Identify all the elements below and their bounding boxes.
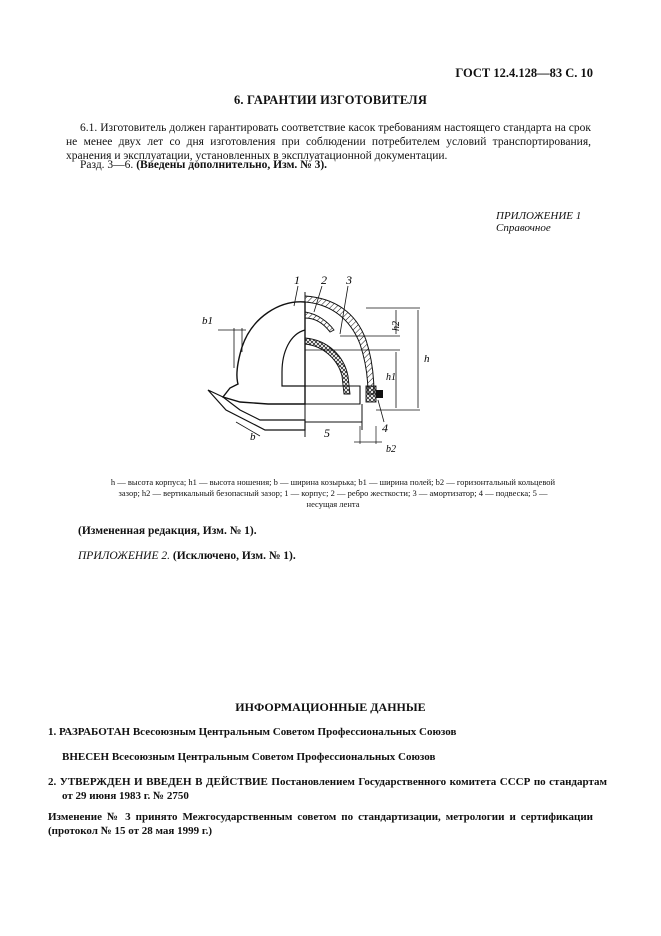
section-6-title: 6. ГАРАНТИИ ИЗГОТОВИТЕЛЯ <box>233 93 428 107</box>
dim-h1: h1 <box>386 372 396 383</box>
appendix-2-note <box>78 550 296 562</box>
rib-section <box>305 312 334 332</box>
callout-5: 5 <box>324 426 330 440</box>
paragraph-6-1: 6.1. Изготовитель должен гарантировать соответствие касок требованиям настоящего стандарта на срок не менее двух лет со дня изготовления при соблюдении потребителем условий транспортирования, хранения и эксплуатации, установленных в эксплуатационной документации. <box>66 122 591 162</box>
revision-note: (Измененная редакция, Изм. № 1). <box>78 525 257 537</box>
info-item-2: 2. УТВЕРЖДЕН И ВВЕДЕН В ДЕЙСТВИЕ Постановлением Государственного комитета СССР по стандартам от 29 июня 1983 г. № 2750 <box>48 776 607 802</box>
dim-h: h <box>424 353 430 365</box>
dim-b2: b2 <box>386 444 396 455</box>
dim-b1: b1 <box>202 315 213 327</box>
info-item-1: 1. РАЗРАБОТАН Всесоюзным Центральным Советом Профессиональных Союзов <box>48 726 457 738</box>
helmet-inner-left <box>282 330 305 386</box>
callout-3: 3 <box>346 273 352 287</box>
dim-b: b <box>250 431 256 443</box>
appendix-2-text: (Исключено, Изм. № 1). <box>172 550 296 562</box>
info-item-3: Изменение № 3 принято Межгосударственным советом по стандартизации, метрологии и сертификации (протокол № 15 от 28 мая 1999 г.) <box>48 811 593 837</box>
info-item-1b: ВНЕСЕН Всесоюзным Центральным Советом Профессиональных Союзов <box>62 751 436 763</box>
callout-2: 2 <box>321 273 327 287</box>
appendix-1-label: ПРИЛОЖЕНИЕ 1 <box>496 210 582 222</box>
helmet-shell-left <box>223 302 305 404</box>
appendix-2-label: ПРИЛОЖЕНИЕ 2. <box>78 550 170 562</box>
brim <box>208 390 305 430</box>
dim-h2: h2 <box>391 321 402 331</box>
page-header: ГОСТ 12.4.128—83 С. 10 <box>455 66 593 80</box>
amendment-note-text: (Введены дополнительно, Изм. № 3). <box>136 159 328 171</box>
amendment-note-prefix: Разд. 3—6. <box>80 159 134 171</box>
figure-caption: h — высота корпуса; h1 — высота ношения; b — ширина козырька; b1 — ширина полей; b2 — горизонтальный кольцевой зазор; h2 — вертикальный безопасный зазор; 1 — корпус; 2 — ребро жесткости; 3 — амортизатор; 4 — подвеска; 5 — несущая лента <box>110 477 556 509</box>
suspension-block <box>376 390 383 398</box>
callout-1: 1 <box>294 273 300 287</box>
inner-band <box>305 386 360 404</box>
appendix-1-heading <box>496 210 581 234</box>
appendix-1-kind: Справочное <box>496 222 551 234</box>
info-title: ИНФОРМАЦИОННЫЕ ДАННЫЕ <box>235 700 426 714</box>
helmet-diagram <box>190 272 450 457</box>
amendment-note <box>80 159 327 171</box>
suspension-section <box>366 386 376 402</box>
callout-4: 4 <box>382 421 388 435</box>
